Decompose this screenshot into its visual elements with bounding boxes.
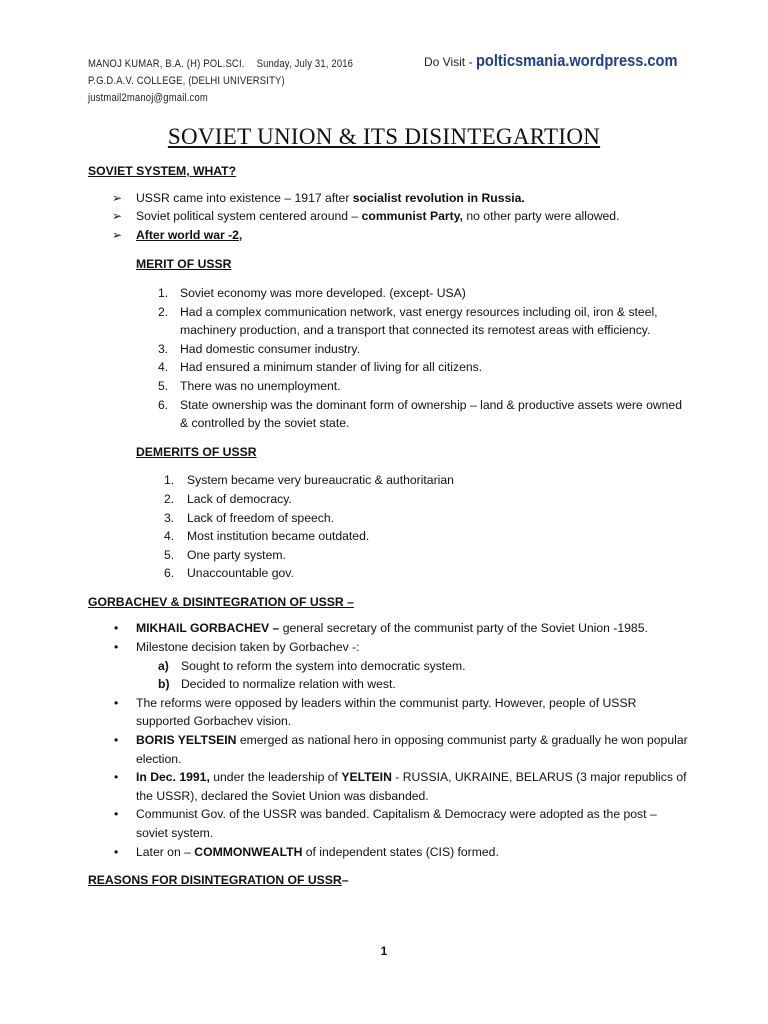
page-title: SOVIET UNION & ITS DISINTEGARTION	[167, 124, 601, 149]
list-item: 6. Unaccountable gov.	[164, 566, 294, 581]
demerit-heading: DEMERITS OF USSR	[136, 444, 257, 459]
list-item: 1. System became very bureaucratic & authoritarian	[164, 473, 454, 488]
list-item: 6. State ownership was the dominant form of ownership – land & productive assets were owned & controlled by the soviet state.	[158, 397, 682, 431]
section-heading-reasons: REASONS FOR DISINTEGRATION OF USSR–	[88, 873, 349, 888]
arrow-bullet-icon: ➢	[112, 190, 123, 205]
bullet-icon: •	[114, 695, 119, 710]
bullet-icon: •	[114, 844, 119, 859]
list-item: • In Dec. 1991, under the leadership of YELTEIN - RUSSIA, UKRAINE, BELARUS (3 major republics of the USSR), declared the Soviet Union was disbanded.	[114, 770, 687, 803]
list-item: ➢ Soviet political system centered around – communist Party, no other party were allowed.	[88, 207, 688, 226]
list-item: a) Sought to reform the system into democratic system.	[158, 658, 466, 673]
header-author-block	[88, 56, 353, 107]
list-item: 2. Had a complex communication network, vast energy resources including oil, iron & steel, machinery production, and a transport that connected its remotest areas with efficiency.	[158, 304, 658, 338]
site-link[interactable]: polticsmania.wordpress.com	[475, 51, 678, 70]
header-date: Sunday, July 31, 2016	[256, 58, 354, 70]
bullet-icon: •	[114, 640, 119, 655]
merit-heading: MERIT OF USSR	[136, 257, 232, 272]
bullet-icon: •	[114, 733, 119, 748]
college-name: P.G.D.A.V. COLLEGE, (DELHI UNIVERSITY)	[88, 75, 285, 87]
section-heading-soviet-system: SOVIET SYSTEM, WHAT?	[88, 164, 237, 178]
list-item: • MIKHAIL GORBACHEV – general secretary of the communist party of the Soviet Union -1985.	[88, 619, 688, 638]
page-number: 1	[380, 944, 388, 958]
arrow-bullet-icon: ➢	[112, 209, 123, 224]
list-item: 4. Had ensured a minimum stander of living for all citizens.	[158, 360, 483, 375]
list-item: 5. One party system.	[164, 547, 286, 562]
list-item: • Milestone decision taken by Gorbachev -: a) Sought to reform the system into democratic system. b) Decided to normalize relation with west.	[88, 638, 688, 694]
list-item: ➢ After world war -2,	[88, 226, 688, 245]
bullet-icon: •	[114, 770, 119, 785]
list-item: 1. Soviet economy was more developed. (except- USA)	[158, 285, 466, 300]
list-item: • Communist Gov. of the USSR was banded. Capitalism & Democracy were adopted as the post – soviet system.	[114, 807, 657, 840]
section-heading-gorbachev: GORBACHEV & DISINTEGRATION OF USSR –	[88, 594, 354, 609]
list-item: 5. There was no unemployment.	[158, 378, 341, 393]
visit-label: Do Visit -	[424, 55, 473, 69]
header-visit	[424, 51, 710, 71]
list-item: 3. Had domestic consumer industry.	[158, 341, 360, 356]
arrow-bullet-icon: ➢	[112, 227, 123, 242]
document-body	[88, 162, 688, 890]
list-item: ➢ USSR came into existence – 1917 after socialist revolution in Russia.	[88, 189, 688, 208]
list-item: • BORIS YELTSEIN emerged as national hero in opposing communist party & gradually he won popular election.	[114, 733, 688, 766]
list-item: 4. Most institution became outdated.	[164, 529, 370, 544]
milestone-sublist	[88, 657, 688, 694]
bullet-icon: •	[114, 621, 119, 636]
bullet-icon: •	[114, 807, 119, 822]
list-item: 2. Lack of democracy.	[164, 491, 292, 506]
list-item: b) Decided to normalize relation with west.	[158, 677, 396, 692]
list-item: • Later on – COMMONWEALTH of independent states (CIS) formed.	[88, 843, 688, 862]
merit-list	[88, 284, 688, 433]
list-item: • The reforms were opposed by leaders within the communist party. However, people of USSR supported Gorbachev vision.	[114, 695, 637, 729]
author-name: MANOJ KUMAR, B.A. (H) POL.SCI.	[88, 58, 245, 70]
author-email: justmail2manoj@gmail.com	[88, 92, 208, 104]
demerit-list	[88, 471, 688, 583]
gorbachev-list	[88, 619, 688, 861]
soviet-system-list	[88, 189, 688, 245]
list-item: 3. Lack of freedom of speech.	[164, 510, 335, 525]
